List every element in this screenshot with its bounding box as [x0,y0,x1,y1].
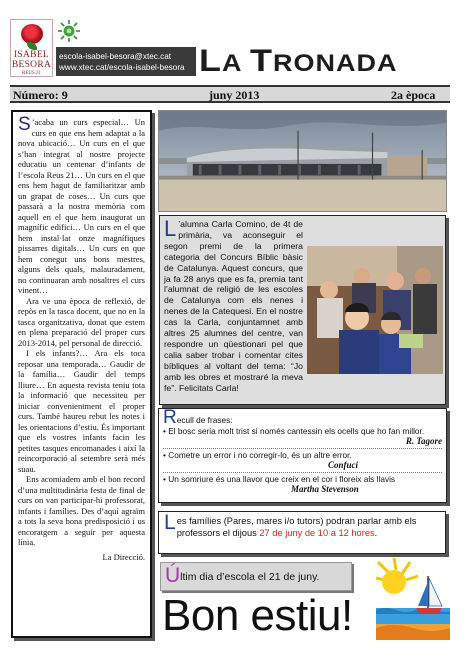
quote-text: • Un somriure és una llavor que creix en el cor i floreix als llavis [163,473,396,484]
issue-bar [10,85,450,103]
students-photo [307,246,443,374]
title-smallcaps-1: A [222,50,250,77]
editorial-paragraph: Ara ve una època de reflexió, de repòs en la tasca docent, que no en la tasca organitzativa, donat que estem en plena preparació del proper curs 2013-2014, pel personal de direcció. [18,295,145,348]
quotes-heading [163,407,442,428]
quote-author: Martha Stevenson [291,484,359,494]
website-link[interactable]: www.xtec.cat/escola-isabel-besora [59,63,185,72]
quotes-heading-text: ecull de frases: [176,415,233,425]
editorial-column [11,110,152,638]
contact-box [56,47,196,76]
logo-line-3: REUS 21 [21,71,42,76]
quote-text: • Cometre un error i no corregir-lo, és un altre error. [163,449,352,460]
newsletter-title [199,43,398,81]
meeting-text-end: . [374,528,378,538]
quote-author: Confuci [328,460,359,470]
summer-sailboat-icon [376,558,450,640]
email-link[interactable]: escola-isabel-besora@xtec.cat [59,52,172,61]
award-article [159,215,446,405]
school-building-photo [158,110,447,212]
quotes-dropcap: R [163,407,177,428]
article-dropcap: L [164,216,177,241]
editorial-paragraph: Ens acomiadem amb el bon record d’una multitudinària festa de final de curs on van participar-hi professorat, infants i famílies. Des d’aquí agraïm a tots la seva bona predisposició i us encoratgem a seguir per aquesta línia. [18,474,145,547]
quote-text: • El bosc seria molt trist si només cantessin els ocells que ho fan millor. [163,425,425,436]
title-initial-1: L [199,42,222,79]
green-sun-icon [57,19,81,43]
editorial-paragraph: I els infants?… Ara els toca reposar una temporada… Gaudir de la família… Gaudir del temps lliure… En aquesta revista teniu tota la informació que necessiteu per iniciar convenientment el proper curs. També haureu rebut les notes i les orientacions d’estiu. És important que els vostres infants facin les petites tasques encomanades i així la reincorporació al setembre serà més suau. [18,348,145,474]
divider [163,448,442,449]
issue-number: Número: 9 [13,88,68,102]
logo-line-2: BESORA [11,60,52,70]
editorial-paragraph: ’acaba un curs especial… Un curs en que ens hem adaptat a la nova ubicació… Un curs en el que s’han integrat al nostre projecte educatiu un centenar d’infants de l’escola Reus 21… Un curs en el que ens hem hagut de familiaritzar amb un grapat de coses… Un curs que passarà a la nostra memòria com aquell en el que hem inaugurat un magnífic edifici… Un curs en el que hem instal·lat onze magnífiques pissarres digitals… Un curs en que hem conegut uns bons mestres, alguns dels quals, malauradament, no continuaran amb nosaltres el curs vinent… [18,117,145,295]
farewell-heading: Bon estiu! [162,591,353,640]
last-day-notice [160,562,352,591]
parents-meeting-notice [158,511,446,554]
last-day-dropcap: Ú [165,564,181,587]
editorial-dropcap: S [18,114,31,135]
article-text: ’alumna Carla Comino, de 4t de primària, va aconseguir el segon premi de la primera categoria del Concurs Bíblic bàsic de Catalunya. Aquest concurs, que ja fa 28 anys que es fa, premia tant l’alumnat de religió de les escoles de Catalunya com els nenes i nenes de la Catequesi. En el nostre cas la Carla, conjuntamnet amb altres 25 alumnes del centre, van respondre un qüestionari pel que calia saber trobar i comentar cites bíbliques al voltant del tema: “Jo amb les obres et mostraré la meva fe”. Felicitats Carla! [164,219,303,393]
title-initial-2: T [250,42,273,79]
meeting-text: es famílies (Pares, mares i/o tutors) podran parlar amb els professors el dijous [176,516,417,538]
issue-epoch: 2a època [391,88,436,102]
issue-date: juny 2013 [209,88,260,102]
school-logo [10,19,53,77]
quotes-box [158,408,447,503]
meeting-dropcap: L [164,511,176,534]
last-day-text: ltim dia d’escola el 21 de juny. [180,571,320,583]
quote-author: R. Tagore [405,436,442,446]
editorial-signature: La Direcció. [102,551,145,562]
divider [163,472,442,473]
meeting-highlight: 27 de juny de 10 a 12 hores [259,528,375,538]
title-smallcaps-2: RONADA [273,50,398,77]
rose-icon [21,24,43,44]
logo-line-1: ISABEL [13,50,50,60]
